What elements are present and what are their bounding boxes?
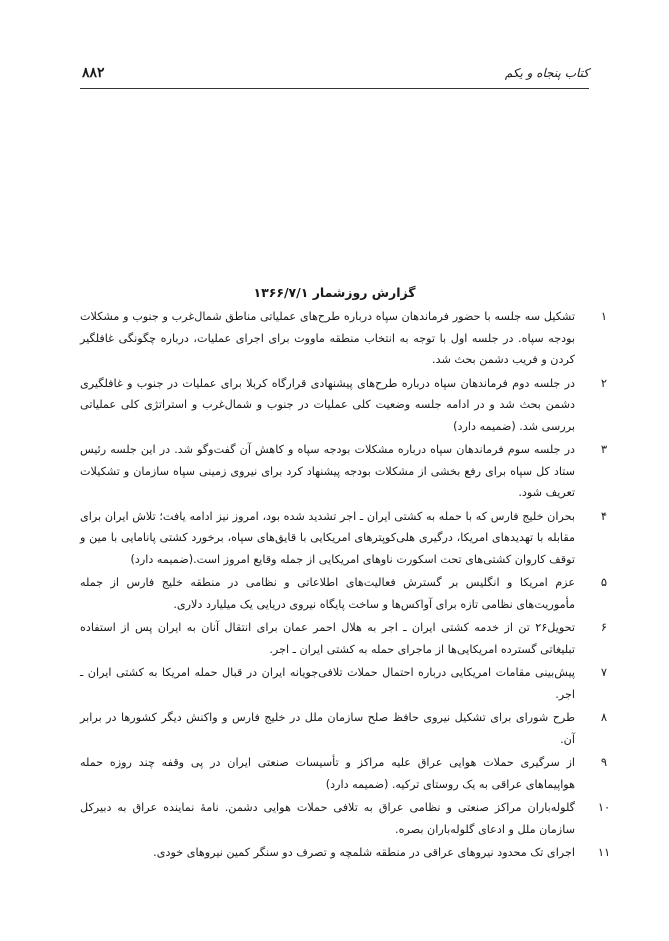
item-number: ۴ [600,508,608,523]
report-item [80,506,616,571]
report-items-list [80,306,616,866]
report-item [80,617,616,660]
report-item [80,707,616,750]
item-number: ۱ [600,309,608,323]
item-text: گلوله‌باران مراکز صنعتی و نظامی عراق به تلافی حملات هوایی دشمن. نامهٔ نماینده عراق به دبیرکل سازمان ملل و ادعای گلوله‌باران بصره. [80,801,575,836]
report-title: گزارش روزشمار ۱۳۶۶/۷/۱ [253,285,416,300]
report-item [80,797,616,840]
book-title: کتاب پنجاه و یکم [504,66,589,80]
item-text: تحویل۲۶ تن از خدمه کشتی ایران ـ اجر به هلال احمر عمان برای انتقال آنان به ایران پس از استفاده تبلیغاتی گسترده امریکایی‌ها از ماجرای حمله به کشتی ایران ـ اجر. [80,621,575,656]
page-number: ۸۸۲ [82,65,105,81]
header-divider [80,88,589,89]
item-text: اجرای تک محدود نیروهای عراقی در منطقه شلمچه و تصرف دو سنگر کمین نیروهای خودی. [153,846,575,859]
report-item [80,752,616,795]
report-item [80,662,616,705]
report-item [80,306,616,371]
item-number: ۳ [600,442,608,456]
item-text: از سرگیری حملات هوایی عراق علیه مراکز و تأسیسات صنعتی ایران در پی وقفه چند روزه حمله هواپیماهای عراقی به یک روستای ترکیه. (ضمیمه دارد) [80,756,575,791]
item-text: در جلسه سوم فرماندهان سپاه درباره مشکلات بودجه سپاه و کاهش آن گفت‌وگو شد. در این جلسه رئیس ستاد کل سپاه برای رفع بخشی از مشکلات بودجه پیشنهاد کرد برای نیروی زمینی سپاه سازمان و تشکیلات تعریف شود. [80,443,575,499]
report-item [80,439,616,504]
item-number: ۵ [600,575,608,589]
report-item [80,572,616,615]
running-header [80,66,589,88]
item-text: عزم امریکا و انگلیس بر گسترش فعالیت‌های اطلاعاتی و نظامی در منطقه خلیج فارس از جمله مأموریت‌های نظامی تازه برای آواکس‌ها و ساخت پایگاه نیروی دریایی یک میلیارد دلاری. [80,576,575,611]
report-item [80,842,616,864]
item-text: تشکیل سه جلسه با حضور فرماندهان سپاه درباره طرح‌های عملیاتی مناطق شمال‌غرب و جنوب و مشکلات بودجه سپاه. در جلسه اول با توجه به انتخاب منطقه ماووت برای اجرای عملیات، درباره چگونگی غافلگیر کردن و فریب دشمن بحث شد. [80,310,575,366]
item-number: ۲ [600,375,608,390]
report-item [80,373,616,438]
item-text: پیش‌بینی مقامات امریکایی درباره احتمال حملات تلافی‌جویانه ایران در قبال حمله امریکا به کشتی ایران ـ اجر. [80,666,575,701]
item-number: ۶ [600,620,608,634]
item-text: بحران خلیج فارس که با حمله به کشتی ایران ـ اجر تشدید شده بود، امروز نیز ادامه یافت؛ تلاش ایران برای مقابله با تهدیدهای امریکا، درگیری هلی‌کوپترهای امریکایی با قایق‌های سپاه، برخورد کشتی پانامایی با مین و توقف کاروان کشتی‌های تحت اسکورت ناوهای امریکایی از جمله وقایع امروز است.(ضمیمه دارد) [80,509,575,566]
item-number: ۱۱ [597,845,611,859]
item-number: ۸ [600,710,608,724]
item-text: در جلسه دوم فرماندهان سپاه درباره طرح‌های پیشنهادی قرارگاه کربلا برای عملیات در جنوب و غافلگیری دشمن بحث شد و در ادامه جلسه وضعیت کلی عملیات در جنوب و شمال‌غرب و استراتژی کلی عملیاتی بررسی شد. (ضمیمه دارد) [80,376,575,433]
item-number: ۱۰ [597,800,611,814]
item-text: طرح شورای برای تشکیل نیروی حافظ صلح سازمان ملل در خلیج فارس و واکنش دیگر کشورها در برابر آن. [80,711,575,746]
item-number: ۷ [600,665,608,679]
item-number: ۹ [600,755,608,769]
